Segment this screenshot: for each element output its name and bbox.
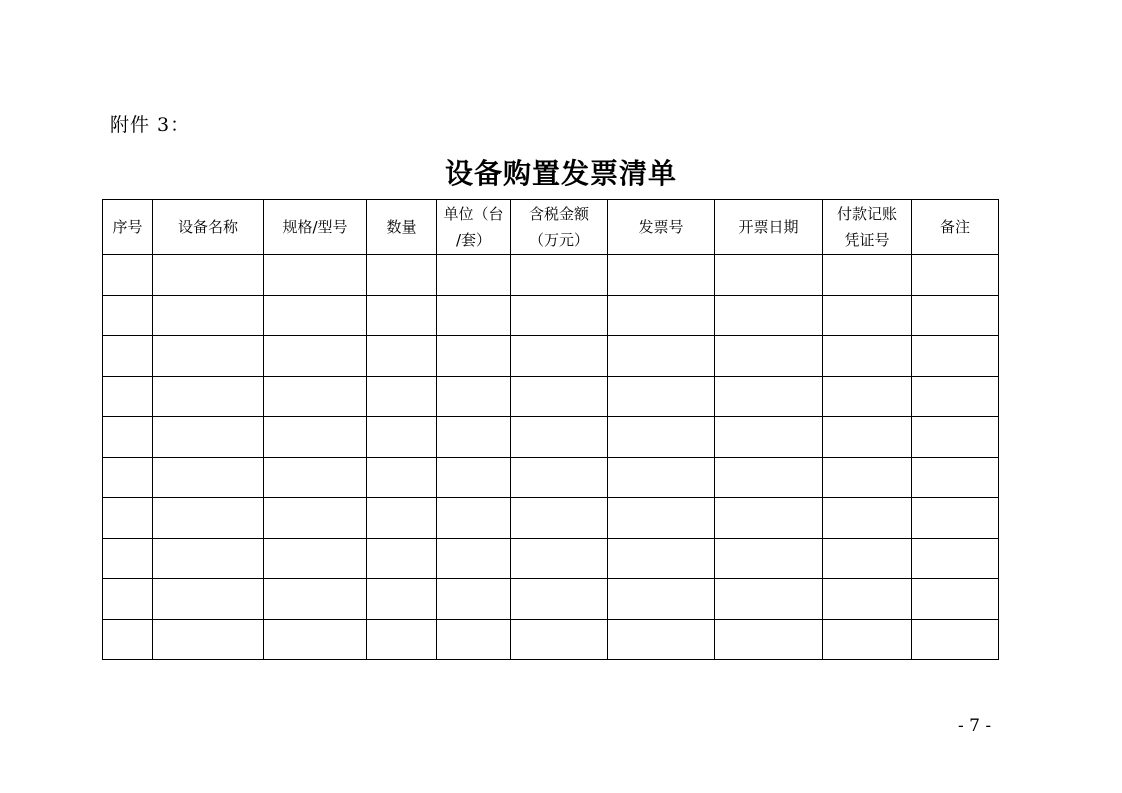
table-cell[interactable] xyxy=(264,498,367,539)
table-cell[interactable] xyxy=(608,619,715,660)
table-cell[interactable] xyxy=(511,619,608,660)
header-quantity xyxy=(367,200,437,255)
table-cell[interactable] xyxy=(715,336,823,377)
table-row xyxy=(103,538,999,579)
table-cell[interactable] xyxy=(912,619,999,660)
table-cell[interactable] xyxy=(511,457,608,498)
table-cell[interactable] xyxy=(153,579,264,620)
table-cell[interactable] xyxy=(153,498,264,539)
table-cell[interactable] xyxy=(511,579,608,620)
table-row xyxy=(103,498,999,539)
page-number: - 7 - xyxy=(958,716,992,736)
table-cell[interactable] xyxy=(511,295,608,336)
table-cell[interactable] xyxy=(608,295,715,336)
table-cell[interactable] xyxy=(912,498,999,539)
table-cell[interactable] xyxy=(608,538,715,579)
table-row xyxy=(103,417,999,458)
table-cell[interactable] xyxy=(103,295,153,336)
table-cell[interactable] xyxy=(715,457,823,498)
table-header-row xyxy=(103,200,999,255)
table-cell[interactable] xyxy=(367,417,437,458)
table-cell[interactable] xyxy=(823,255,912,296)
header-text: 开票日期 xyxy=(738,218,799,236)
table-cell[interactable] xyxy=(823,376,912,417)
table-cell[interactable] xyxy=(715,538,823,579)
header-text-line2: /套） xyxy=(455,231,492,249)
table-cell[interactable] xyxy=(103,538,153,579)
table-cell[interactable] xyxy=(608,579,715,620)
table-cell[interactable] xyxy=(103,417,153,458)
table-cell[interactable] xyxy=(103,579,153,620)
table-cell[interactable] xyxy=(437,255,511,296)
table-cell[interactable] xyxy=(912,336,999,377)
table-cell[interactable] xyxy=(511,336,608,377)
table-cell[interactable] xyxy=(264,376,367,417)
header-text-line1: 单位（台 xyxy=(443,205,504,223)
table-cell[interactable] xyxy=(511,255,608,296)
header-invoice-date xyxy=(715,200,823,255)
table-cell[interactable] xyxy=(912,255,999,296)
table-cell[interactable] xyxy=(823,579,912,620)
table-cell[interactable] xyxy=(103,457,153,498)
table-cell[interactable] xyxy=(367,619,437,660)
header-text-line1: 含税金额 xyxy=(528,205,589,223)
table-cell[interactable] xyxy=(715,498,823,539)
table-cell[interactable] xyxy=(823,457,912,498)
table-cell[interactable] xyxy=(715,579,823,620)
table-row xyxy=(103,457,999,498)
table-cell[interactable] xyxy=(437,498,511,539)
table-cell[interactable] xyxy=(912,417,999,458)
header-invoice-number xyxy=(608,200,715,255)
table-row xyxy=(103,619,999,660)
table-cell[interactable] xyxy=(153,457,264,498)
table-cell[interactable] xyxy=(608,417,715,458)
table-cell[interactable] xyxy=(715,376,823,417)
table-cell[interactable] xyxy=(367,376,437,417)
table-cell[interactable] xyxy=(912,295,999,336)
table-row xyxy=(103,336,999,377)
header-tax-inclusive-amount xyxy=(511,200,608,255)
table-cell[interactable] xyxy=(823,336,912,377)
table-cell[interactable] xyxy=(511,376,608,417)
table-cell[interactable] xyxy=(912,376,999,417)
header-text-line2: 凭证号 xyxy=(844,231,890,249)
table-cell[interactable] xyxy=(437,579,511,620)
header-text-line2: （万元） xyxy=(528,231,589,249)
table-cell[interactable] xyxy=(912,538,999,579)
document-title: 设备购置发票清单 xyxy=(444,157,677,190)
table-cell[interactable] xyxy=(153,255,264,296)
table-cell[interactable] xyxy=(153,295,264,336)
table-cell[interactable] xyxy=(437,376,511,417)
header-serial-number xyxy=(103,200,153,255)
table-cell[interactable] xyxy=(367,498,437,539)
table-cell[interactable] xyxy=(264,255,367,296)
table-cell[interactable] xyxy=(715,417,823,458)
table-cell[interactable] xyxy=(511,538,608,579)
table-cell[interactable] xyxy=(912,457,999,498)
table-cell[interactable] xyxy=(912,579,999,620)
table-cell[interactable] xyxy=(437,417,511,458)
table-cell[interactable] xyxy=(437,295,511,336)
table-cell[interactable] xyxy=(103,376,153,417)
table-cell[interactable] xyxy=(264,579,367,620)
table-cell[interactable] xyxy=(437,336,511,377)
header-remarks xyxy=(912,200,999,255)
invoice-list-table xyxy=(102,199,999,660)
table-cell[interactable] xyxy=(823,538,912,579)
table-cell[interactable] xyxy=(153,376,264,417)
table-cell[interactable] xyxy=(511,417,608,458)
table-cell[interactable] xyxy=(103,336,153,377)
table-cell[interactable] xyxy=(367,336,437,377)
table-cell[interactable] xyxy=(715,619,823,660)
header-text: 序号 xyxy=(112,218,143,236)
header-payment-voucher-number xyxy=(823,200,912,255)
table-cell[interactable] xyxy=(715,295,823,336)
table-row xyxy=(103,376,999,417)
table-cell[interactable] xyxy=(153,417,264,458)
header-text: 备注 xyxy=(939,218,970,236)
header-text-line1: 付款记账 xyxy=(836,205,897,223)
table-cell[interactable] xyxy=(264,295,367,336)
table-cell[interactable] xyxy=(511,498,608,539)
table-cell[interactable] xyxy=(153,538,264,579)
header-text: 发票号 xyxy=(638,218,684,236)
header-unit xyxy=(437,200,511,255)
table-cell[interactable] xyxy=(103,498,153,539)
table-cell[interactable] xyxy=(367,579,437,620)
table-cell[interactable] xyxy=(823,295,912,336)
table-cell[interactable] xyxy=(608,457,715,498)
table-row xyxy=(103,295,999,336)
table-cell[interactable] xyxy=(264,417,367,458)
attachment-label: 附件 3： xyxy=(110,114,191,136)
header-text: 设备名称 xyxy=(177,218,238,236)
table-cell[interactable] xyxy=(264,619,367,660)
table-cell[interactable] xyxy=(367,538,437,579)
table-cell[interactable] xyxy=(153,336,264,377)
table-cell[interactable] xyxy=(823,498,912,539)
table-row xyxy=(103,255,999,296)
table-cell[interactable] xyxy=(715,255,823,296)
table-cell[interactable] xyxy=(437,619,511,660)
header-text: 数量 xyxy=(386,218,417,236)
header-equipment-name xyxy=(153,200,264,255)
table-cell[interactable] xyxy=(823,417,912,458)
table-row xyxy=(103,579,999,620)
header-text: 规格/型号 xyxy=(282,218,348,236)
table-cell[interactable] xyxy=(608,498,715,539)
table-cell[interactable] xyxy=(437,538,511,579)
table-cell[interactable] xyxy=(264,538,367,579)
table-cell[interactable] xyxy=(367,457,437,498)
table-cell[interactable] xyxy=(103,255,153,296)
table-cell[interactable] xyxy=(367,255,437,296)
header-spec-model xyxy=(264,200,367,255)
table-cell[interactable] xyxy=(367,295,437,336)
table-cell[interactable] xyxy=(608,336,715,377)
table-cell[interactable] xyxy=(437,457,511,498)
table-cell[interactable] xyxy=(103,619,153,660)
table-cell[interactable] xyxy=(153,619,264,660)
table-cell[interactable] xyxy=(264,336,367,377)
table-cell[interactable] xyxy=(608,376,715,417)
table-cell[interactable] xyxy=(823,619,912,660)
table-cell[interactable] xyxy=(608,255,715,296)
table-cell[interactable] xyxy=(264,457,367,498)
